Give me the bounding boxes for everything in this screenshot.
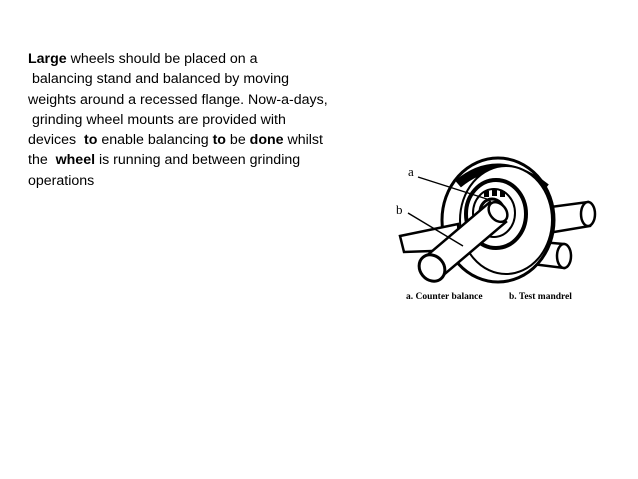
text-line-3: weights around a recessed flange. Now-a-days, — [28, 91, 328, 108]
body-paragraph — [28, 49, 373, 191]
text-segment: wheels should be placed on a — [66, 51, 258, 67]
text-segment: the — [28, 152, 56, 169]
bold-word-wheel: wheel — [55, 152, 96, 169]
caption-counter-balance: a. Counter balance — [406, 292, 483, 302]
bold-word-to: to — [84, 132, 98, 149]
text-segment: whilst — [283, 132, 323, 149]
caption-test-mandrel: b. Test mandrel — [509, 292, 572, 302]
text-line-5 — [28, 130, 373, 150]
label-a: a — [408, 164, 414, 179]
text-segment: be — [225, 132, 250, 149]
bold-word-done: done — [249, 132, 284, 149]
text-line-4: grinding wheel mounts are provided with — [28, 111, 286, 128]
text-line-6 — [28, 150, 373, 170]
text-line-2: balancing stand and balanced by moving — [28, 71, 290, 88]
text-segment: is running and between grinding — [95, 152, 301, 169]
text-line-7: operations — [28, 172, 95, 189]
label-b: b — [396, 202, 403, 217]
text-segment: enable balancing — [97, 132, 213, 149]
text-line-1 — [28, 49, 373, 69]
bold-word-large: Large — [28, 51, 67, 67]
text-segment: devices — [28, 132, 84, 149]
bold-word-to: to — [212, 132, 226, 149]
balancing-stand-illustration — [378, 140, 598, 310]
